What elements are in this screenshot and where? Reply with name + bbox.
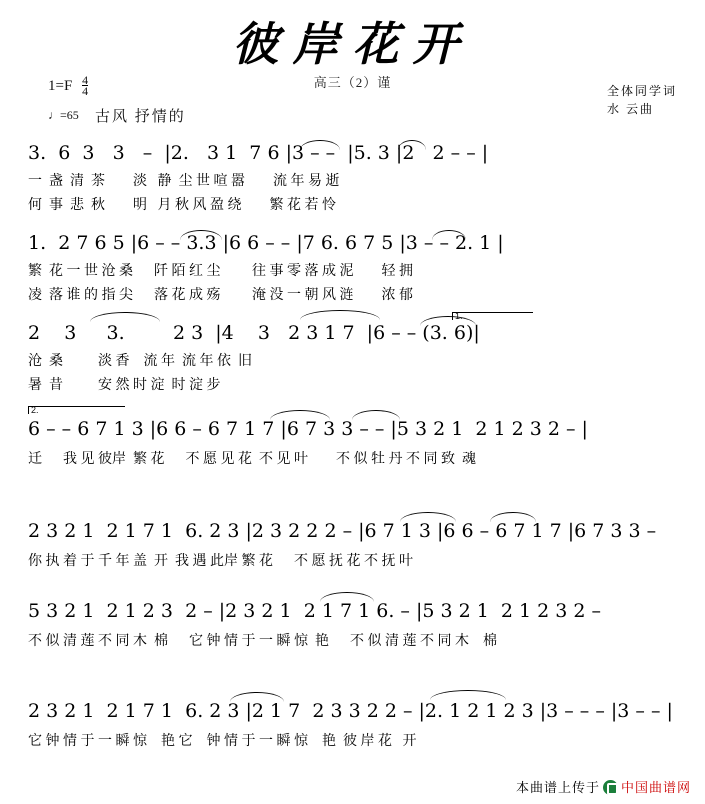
- slur-arc: [270, 410, 330, 420]
- lyric-line: 一 盏 清 茶 淡 静 尘 世 喧 嚣 流 年 易 逝: [28, 174, 340, 189]
- mood-marking: 古风 抒情的: [95, 109, 186, 125]
- site-logo-icon: [603, 780, 618, 795]
- notation-row: [0, 520, 705, 546]
- ending-number: 1.: [455, 311, 463, 321]
- time-signature: [82, 75, 88, 96]
- slur-arc: [430, 690, 506, 700]
- page-title: 彼岸花开: [232, 17, 473, 71]
- credits: [607, 82, 677, 118]
- slur-arc: [490, 512, 536, 522]
- notation-row: [0, 232, 705, 258]
- lyric-line: 迁 我 见 彼岸 繁 花 不 愿 见 花 不 见 叶 不 似 牡 丹 不 同 致 魂: [28, 452, 476, 467]
- notation-line: 2 3 3. 2 3 |4 3 2 3 1 7 |6 – – (3. 6)|: [28, 322, 480, 344]
- lyric-line: 繁 花 一 世 沧 桑 阡 陌 红 尘 往 事 零 落 成 泥 轻 拥: [28, 264, 413, 279]
- lyric-row: [0, 374, 705, 396]
- lyric-row: [0, 630, 705, 652]
- ending-number: 2.: [31, 405, 39, 415]
- key-signature-label: 1=F: [48, 77, 73, 94]
- tempo-marking: ♩=65: [48, 108, 79, 122]
- notation-line: 5 3 2 1 2 1 2 3 2 – |2 3 2 1 2 1 7 1 6. – |5 3 2 1 2 1 2 3 2 –: [28, 600, 602, 622]
- slur-arc: [320, 592, 374, 602]
- lyric-row: [0, 260, 705, 282]
- notation-line: 6 – – 6 7 1 3 |6 6 – 6 7 1 7 |6 7 3 3 – – |5 3 2 1 2 1 2 3 2 – |: [28, 418, 588, 440]
- notation-row: [0, 700, 705, 726]
- lyric-line: 暑 昔 安 然 时 淀 时 淀 步: [28, 378, 221, 393]
- system-6: [0, 600, 705, 648]
- notation-line: 3. 6 3 3 – |2. 3 1 7 6 |3 – – |5. 3 |2 2 – – |: [28, 142, 489, 164]
- lyric-line: 何 事 悲 秋 明 月 秋 风 盈 绕 繁 花 若 怜: [28, 198, 336, 213]
- time-signature-numerator: 4: [82, 73, 89, 87]
- notation-row: [0, 322, 705, 348]
- slur-arc: [400, 512, 456, 522]
- footer: [516, 777, 691, 796]
- lyric-row: [0, 730, 705, 752]
- slur-arc: [352, 410, 400, 420]
- lyric-line: 凌 落 谁 的 指 尖 落 花 成 殇 淹 没 一 朝 风 涟 浓 郁: [28, 288, 413, 303]
- composer-credit: 水 云曲: [606, 102, 654, 116]
- notation-line: 1. 2 7 6 5 |6 – – 3.3 |6 6 – – |7 6. 6 7 5 |3 – – 2. 1 |: [28, 232, 504, 254]
- key-signature: [48, 73, 89, 98]
- lyric-line: 不 似 清 莲 不 同 木 棉 它 钟 情 于 一 瞬 惊 艳 不 似 清 莲 不 同 木 棉: [28, 634, 497, 649]
- footer-brand[interactable]: 中国曲谱网: [620, 780, 691, 795]
- lyricist-credit: 全体同学词: [606, 84, 677, 98]
- notation-row: [0, 600, 705, 626]
- system-7: [0, 700, 705, 748]
- lyric-row: [0, 194, 705, 216]
- notation-line: 2 3 2 1 2 1 7 1 6. 2 3 |2 3 2 2 2 – |6 7 1 3 |6 6 – 6 7 1 7 |6 7 3 3 –: [28, 520, 657, 542]
- ending-bracket-1: [452, 312, 533, 320]
- lyric-row: [0, 550, 705, 572]
- lyric-row: [0, 170, 705, 192]
- lyric-line: 你 执 着 于 千 年 盖 开 我 遇 此岸 繁 花 不 愿 抚 花 不 抚 叶: [28, 554, 413, 569]
- time-signature-denominator: 4: [82, 84, 89, 98]
- system-4: [0, 418, 705, 466]
- lyric-line: 它 钟 情 于 一 瞬 惊 艳 它 钟 情 于 一 瞬 惊 艳 彼 岸 花 开: [28, 734, 417, 749]
- system-5: [0, 520, 705, 568]
- lyric-row: [0, 448, 705, 470]
- ending-bracket-2: [28, 406, 125, 414]
- system-3: [0, 322, 705, 392]
- footer-text: 本曲谱上传于: [515, 780, 600, 795]
- system-2: [0, 232, 705, 302]
- slur-arc: [230, 692, 284, 702]
- subtitle: 高三（2）谨: [313, 75, 392, 90]
- slur-arc: [300, 310, 380, 320]
- notation-line: 2 3 2 1 2 1 7 1 6. 2 3 |2 1 7 2 3 3 2 2 – |2. 1 2 1 2 3 |3 – – – |3 – – |: [28, 700, 673, 722]
- lyric-row: [0, 284, 705, 306]
- system-1: [0, 142, 705, 212]
- notation-row: [0, 418, 705, 444]
- lyric-row: [0, 350, 705, 372]
- lyric-line: 沧 桑 淡 香 流 年 流 年 依 旧: [28, 354, 252, 369]
- slur-arc: [90, 312, 160, 322]
- notation-row: [0, 142, 705, 168]
